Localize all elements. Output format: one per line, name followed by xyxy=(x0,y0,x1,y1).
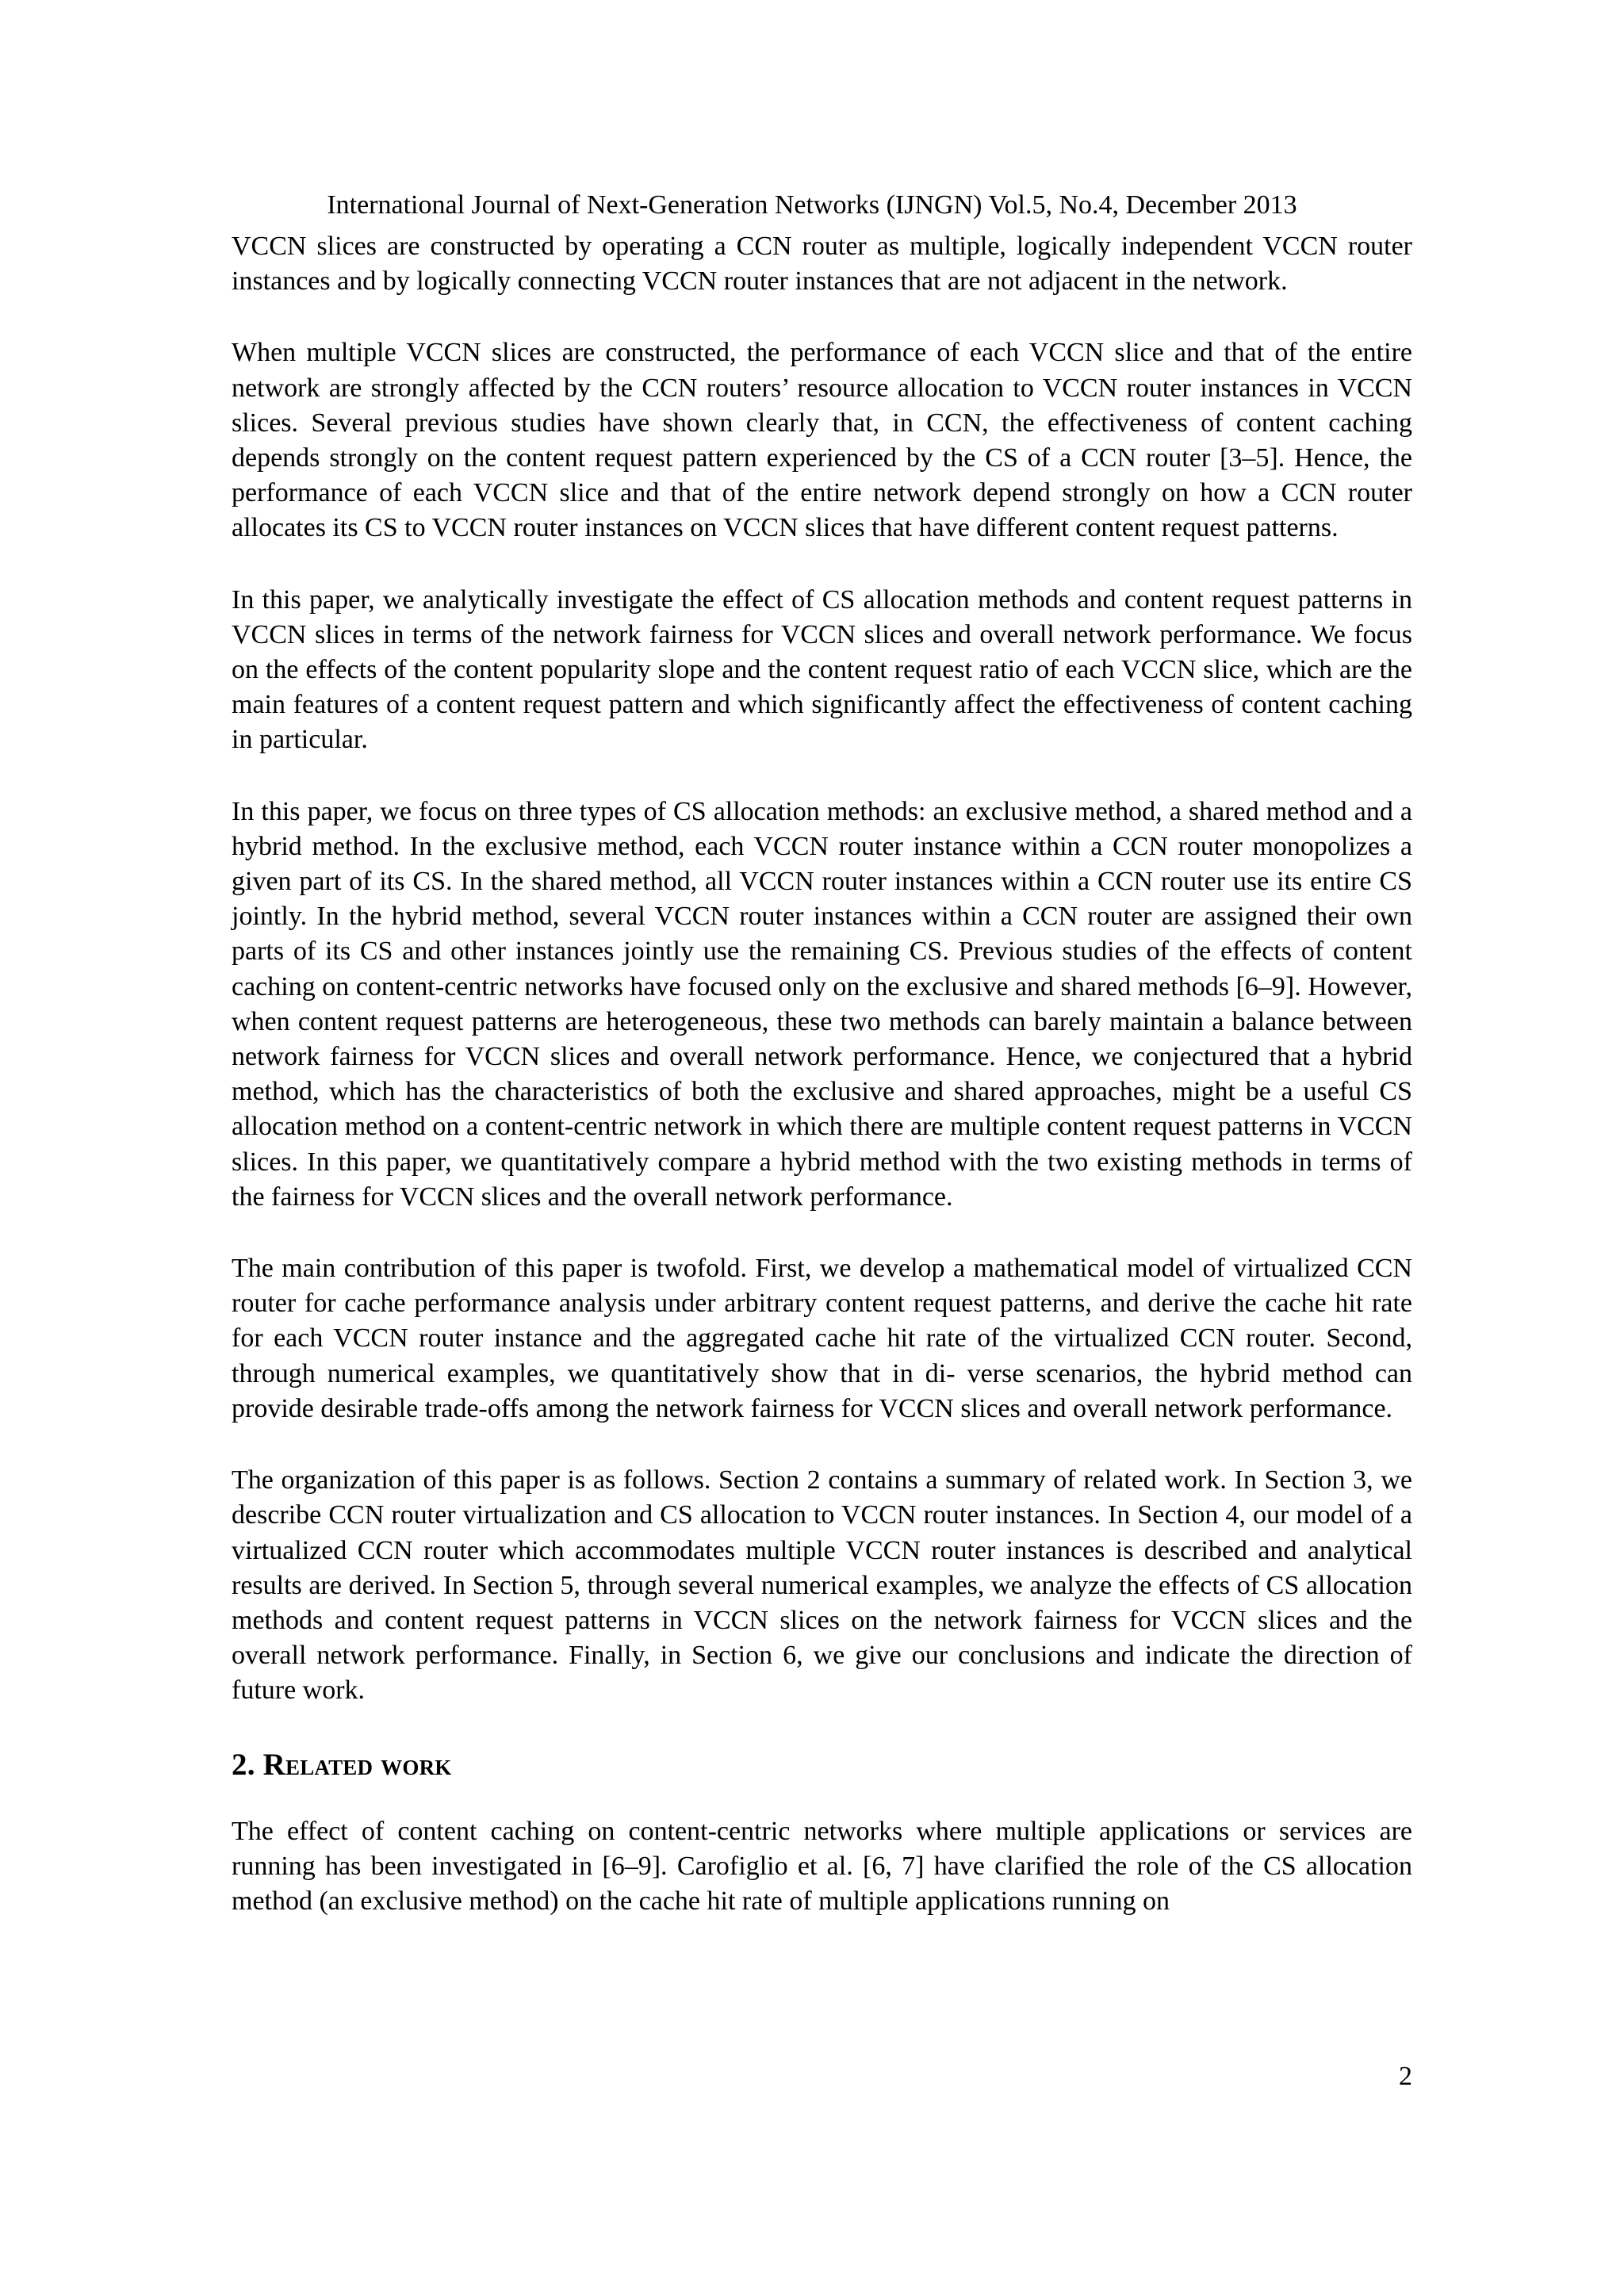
running-header: International Journal of Next-Generation Networks (IJNGN) Vol.5, No.4, December 2013 xyxy=(327,190,1297,220)
section-heading-related-work xyxy=(232,1745,1412,1785)
section-number: 2. xyxy=(232,1747,263,1782)
body-paragraph: In this paper, we focus on three types of CS allocation methods: an exclusive method, a shared method and a hybrid method. In the exclusive method, each VCCN router instance within a CCN router monopolizes a given part of its CS. In the shared method, all VCCN router instances within a CCN router use its entire CS jointly. In the hybrid method, several VCCN router instances within a CCN router are assigned their own parts of its CS and other instances jointly use the remaining CS. Previous studies of the effects of content caching on content-centric networks have focused only on the exclusive and shared methods [6–9]. However, when content request patterns are heterogeneous, these two methods can barely maintain a balance between network fairness for VCCN slices and overall network performance. Hence, we conjectured that a hybrid method, which has the characteristics of both the exclusive and shared approaches, might be a useful CS allocation method on a content-centric network in which there are multiple content request patterns in VCCN slices. In this paper, we quantitatively compare a hybrid method with the two existing methods in terms of the fairness for VCCN slices and the overall network performance. xyxy=(232,796,1412,1212)
page-number: 2 xyxy=(1399,2062,1412,2091)
body-paragraph: In this paper, we analytically investigate the effect of CS allocation methods and content request patterns in VCCN slices in terms of the network fairness for VCCN slices and overall network performance. We focus on the effects of the content popularity slope and the content request ratio of each VCCN slice, which are the main features of a content request pattern and which significantly affect the effectiveness of content caching in particular. xyxy=(232,584,1412,755)
body-paragraph: VCCN slices are constructed by operating a CCN router as multiple, logically independent VCCN router instances and by logically connecting VCCN router instances that are not adjacent in the network. xyxy=(232,232,1412,297)
body-paragraph: The organization of this paper is as follows. Section 2 contains a summary of related work. In Section 3, we describe CCN router virtualization and CS allocation to VCCN router instances. In Section 4, our model of a virtualized CCN router which accommodates multiple VCCN router instances is described and analytical results are derived. In Section 5, through several numerical examples, we analyze the effects of CS allocation methods and content request patterns in VCCN slices on the network fairness for VCCN slices and the overall network performance. Finally, in Section 6, we give our conclusions and indicate the direction of future work. xyxy=(232,1465,1412,1706)
section-title-initial: R xyxy=(262,1747,285,1782)
section-title-rest: elated work xyxy=(285,1747,452,1782)
body-paragraph: The effect of content caching on content-centric networks where multiple applications or services are running has been investigated in [6–9]. Carofiglio et al. [6, 7] have clarified the role of the CS allocation method (an exclusive method) on the cache hit rate of multiple applications running on xyxy=(232,1816,1412,1916)
body-paragraph: When multiple VCCN slices are constructed, the performance of each VCCN slice and that of the entire network are strongly affected by the CCN routers’ resource allocation to VCCN router instances in VCCN slices. Several previous studies have shown clearly that, in CCN, the effectiveness of content caching depends strongly on the content request pattern experienced by the CS of a CCN router [3–5]. Hence, the performance of each VCCN slice and that of the entire network depend strongly on how a CCN router allocates its CS to VCCN router instances on VCCN slices that have different content request patterns. xyxy=(232,338,1412,543)
page-body xyxy=(232,229,1412,1955)
body-paragraph: The main contribution of this paper is twofold. First, we develop a mathematical model of virtualized CCN router for cache performance analysis under arbitrary content request patterns, and derive the cache hit rate for each VCCN router instance and the aggregated cache hit rate of the virtualized CCN router. Second, through numerical examples, we quantitatively show that in di- verse scenarios, the hybrid method can provide desirable trade-offs among the network fairness for VCCN slices and overall network performance. xyxy=(232,1254,1412,1423)
